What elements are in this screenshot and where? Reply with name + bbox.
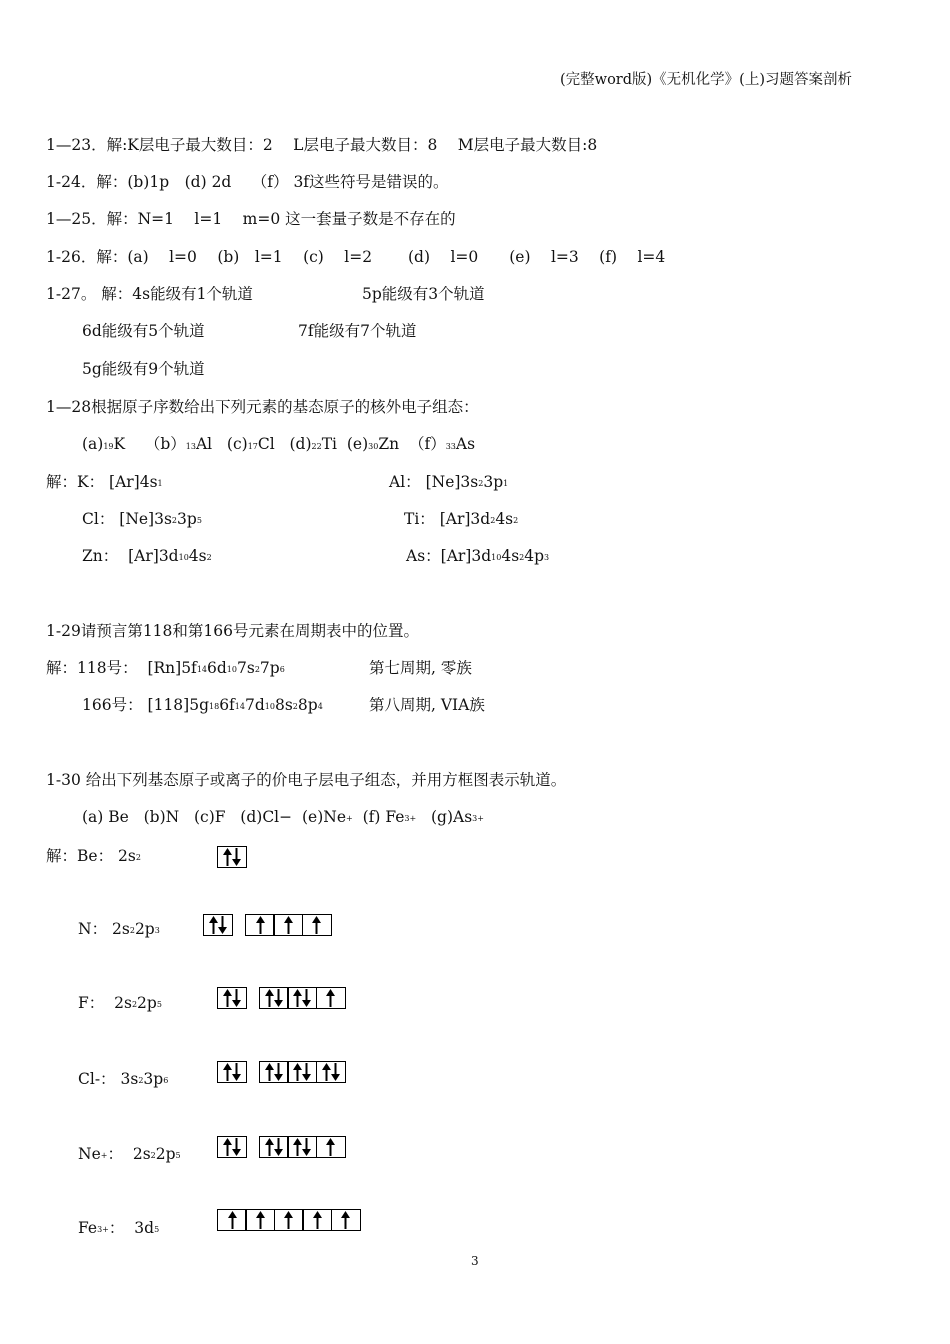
spin-up-arrow-icon xyxy=(223,1138,232,1156)
orbital-box xyxy=(259,1136,289,1158)
orbital-box xyxy=(217,1136,247,1158)
orbital-subshell-group xyxy=(217,1061,247,1083)
spin-up-arrow-icon xyxy=(312,916,321,934)
orbital-diagram-Cl-ion xyxy=(217,1061,346,1083)
config-118: 解：118号： [Rn]5f146d107s27p6 xyxy=(46,659,285,677)
orbital-box xyxy=(217,1209,247,1231)
valence-Cl-ion: Cl-： 3s23p6 xyxy=(78,1070,169,1088)
spin-down-arrow-icon xyxy=(232,989,241,1007)
page-number: 3 xyxy=(471,1254,479,1268)
spin-up-arrow-icon xyxy=(326,1138,335,1156)
page-header: (完整word版)《无机化学》(上)习题答案剖析 xyxy=(560,72,852,88)
spin-up-arrow-icon xyxy=(265,1138,274,1156)
orbital-box xyxy=(217,987,247,1009)
orbital-box xyxy=(245,914,275,936)
question-1-29: 1-29请预言第118和第166号元素在周期表中的位置。 xyxy=(46,622,419,640)
orbital-box xyxy=(287,987,317,1009)
orbital-subshell-group xyxy=(217,1209,361,1231)
orbital-box xyxy=(316,987,346,1009)
spin-down-arrow-icon xyxy=(274,1138,283,1156)
spin-down-arrow-icon xyxy=(302,989,311,1007)
orbital-diagram-N xyxy=(203,914,332,936)
question-1-28-elements: (a)19K （b）13Al (c)17Cl (d)22Ti (e)30Zn （f）33As xyxy=(82,435,476,453)
orbital-diagram-Ne-ion xyxy=(217,1136,346,1158)
orbital-subshell-group xyxy=(259,1061,346,1083)
config-Al: Al： [Ne]3s23p1 xyxy=(389,473,509,491)
spin-up-arrow-icon xyxy=(265,989,274,1007)
question-1-28: 1—28根据原子序数给出下列元素的基态原子的核外电子组态： xyxy=(46,398,479,416)
question-1-30-species: (a) Be (b)N (c)F (d)Cl− (e)Ne+ (f) Fe3+ (g)As3+ xyxy=(82,808,484,826)
config-As: As：[Ar]3d104s24p3 xyxy=(406,547,550,565)
config-Cl: Cl： [Ne]3s23p5 xyxy=(82,510,202,528)
answer-1-27-7f: 7f能级有7个轨道 xyxy=(298,322,417,340)
config-Zn: Zn： [Ar]3d104s2 xyxy=(82,547,212,565)
spin-down-arrow-icon xyxy=(232,848,241,866)
orbital-box xyxy=(316,1061,346,1083)
answer-1-27-6d: 6d能级有5个轨道 xyxy=(82,322,205,340)
orbital-box xyxy=(302,1209,332,1231)
spin-up-arrow-icon xyxy=(326,989,335,1007)
answer-1-25: 1—25．解：N=1 l=1 m=0 这一套量子数是不存在的 xyxy=(46,210,456,228)
spin-up-arrow-icon xyxy=(209,916,218,934)
valence-F: F： 2s22p5 xyxy=(78,994,162,1012)
position-166: 第八周期, VIA族 xyxy=(369,696,485,714)
answer-1-27-5p: 5p能级有3个轨道 xyxy=(362,285,485,303)
orbital-box xyxy=(287,1061,317,1083)
orbital-box xyxy=(302,914,332,936)
position-118: 第七周期, 零族 xyxy=(369,659,472,677)
orbital-diagram-Be xyxy=(217,846,247,868)
orbital-subshell-group xyxy=(217,846,247,868)
spin-down-arrow-icon xyxy=(232,1138,241,1156)
orbital-subshell-group xyxy=(203,914,233,936)
spin-up-arrow-icon xyxy=(228,1211,237,1229)
orbital-box xyxy=(273,914,303,936)
spin-up-arrow-icon xyxy=(223,1063,232,1081)
orbital-subshell-group xyxy=(217,1136,247,1158)
valence-Fe-ion: Fe3+： 3d5 xyxy=(78,1219,160,1237)
spin-up-arrow-icon xyxy=(313,1211,322,1229)
orbital-box xyxy=(217,846,247,868)
spin-up-arrow-icon xyxy=(223,989,232,1007)
spin-up-arrow-icon xyxy=(293,1138,302,1156)
spin-up-arrow-icon xyxy=(256,916,265,934)
spin-down-arrow-icon xyxy=(302,1138,311,1156)
spin-up-arrow-icon xyxy=(223,848,232,866)
spin-down-arrow-icon xyxy=(274,989,283,1007)
answer-1-23: 1—23．解:K层电子最大数目：2 L层电子最大数目：8 M层电子最大数目:8 xyxy=(46,136,598,154)
valence-N: N： 2s22p3 xyxy=(78,920,160,938)
orbital-subshell-group xyxy=(217,987,247,1009)
orbital-box xyxy=(245,1209,275,1231)
spin-down-arrow-icon xyxy=(331,1063,340,1081)
spin-up-arrow-icon xyxy=(293,989,302,1007)
config-166: 166号： [118]5g186f147d108s28p4 xyxy=(82,696,323,714)
spin-down-arrow-icon xyxy=(302,1063,311,1081)
answer-1-26: 1-26．解：(a) l=0 (b) l=1 (c) l=2 (d) l=0 (e) l=3 (f) l=4 xyxy=(46,248,666,266)
spin-up-arrow-icon xyxy=(293,1063,302,1081)
spin-down-arrow-icon xyxy=(274,1063,283,1081)
spin-up-arrow-icon xyxy=(341,1211,350,1229)
orbital-box xyxy=(203,914,233,936)
orbital-subshell-group xyxy=(259,987,346,1009)
orbital-box xyxy=(217,1061,247,1083)
spin-down-arrow-icon xyxy=(232,1063,241,1081)
spin-up-arrow-icon xyxy=(256,1211,265,1229)
orbital-subshell-group xyxy=(259,1136,346,1158)
orbital-box xyxy=(259,987,289,1009)
answer-1-24: 1-24．解：(b)1p (d) 2d （f） 3f这些符号是错误的。 xyxy=(46,173,449,191)
spin-up-arrow-icon xyxy=(284,1211,293,1229)
orbital-box xyxy=(259,1061,289,1083)
answer-1-27-5g: 5g能级有9个轨道 xyxy=(82,360,205,378)
orbital-box xyxy=(287,1136,317,1158)
orbital-diagram-Fe-ion xyxy=(217,1209,361,1231)
spin-up-arrow-icon xyxy=(265,1063,274,1081)
answer-1-27-4s: 1-27。 解：4s能级有1个轨道 xyxy=(46,285,253,303)
orbital-diagram-F xyxy=(217,987,346,1009)
orbital-subshell-group xyxy=(245,914,332,936)
orbital-box xyxy=(331,1209,361,1231)
spin-up-arrow-icon xyxy=(284,916,293,934)
spin-down-arrow-icon xyxy=(218,916,227,934)
spin-up-arrow-icon xyxy=(322,1063,331,1081)
question-1-30: 1-30 给出下列基态原子或离子的价电子层电子组态，并用方框图表示轨道。 xyxy=(46,771,567,789)
orbital-box xyxy=(316,1136,346,1158)
valence-Ne-ion: Ne+： 2s22p5 xyxy=(78,1145,181,1163)
valence-Be: 解：Be： 2s2 xyxy=(46,847,141,865)
orbital-box xyxy=(274,1209,304,1231)
config-Ti: Ti： [Ar]3d24s2 xyxy=(404,510,519,528)
config-K: 解：K： [Ar]4s1 xyxy=(46,473,163,491)
